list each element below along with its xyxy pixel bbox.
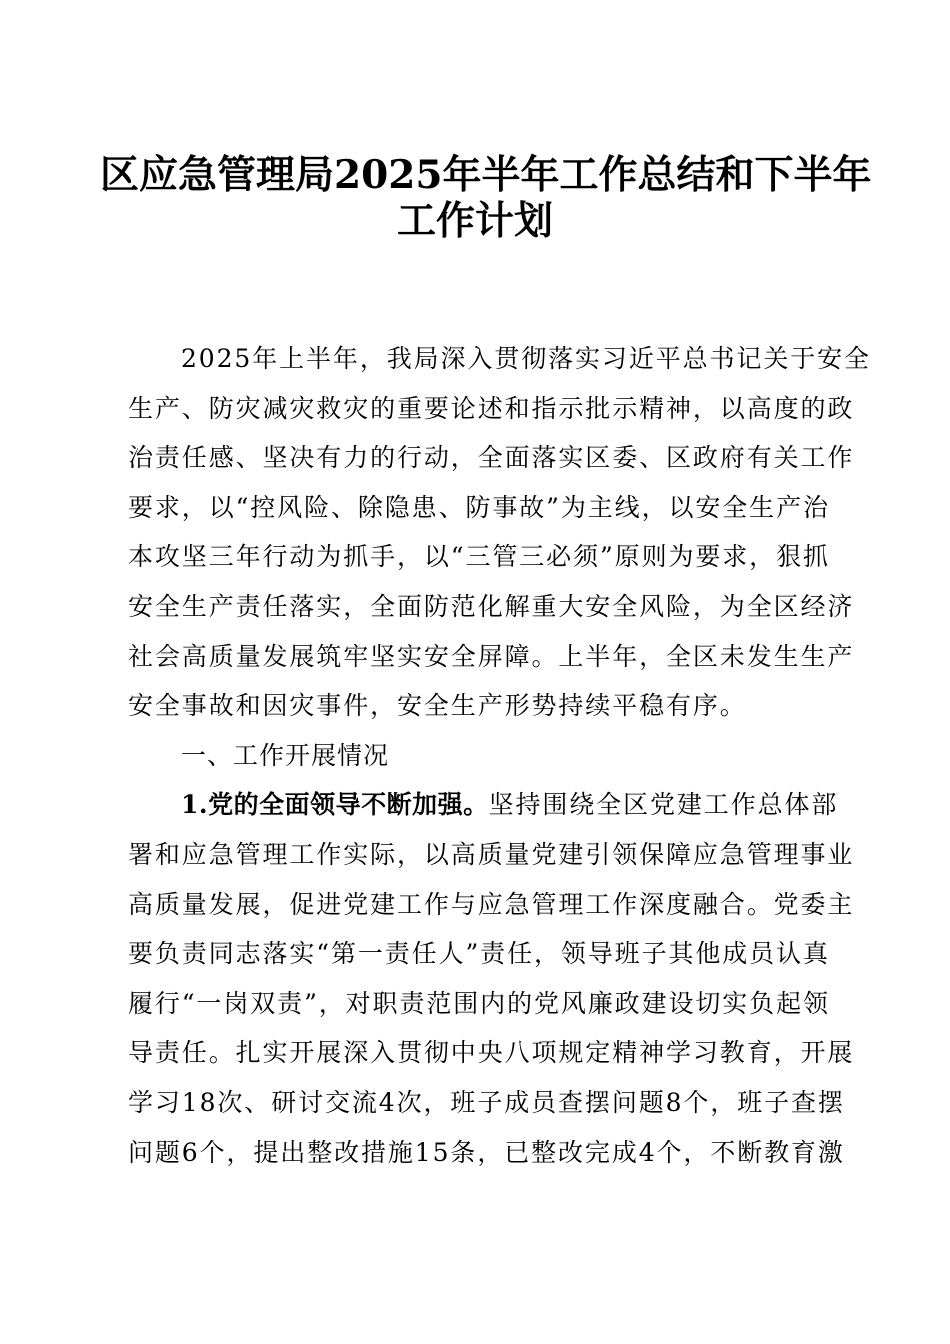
paragraph-line: 要负责同志落实“第一责任人”责任，领导班子其他成员认真 (128, 939, 830, 969)
section-heading-work-progress: 一、工作开展情况 (181, 740, 390, 770)
document-body (128, 334, 871, 1177)
paragraph-line: 问题6个，提出整改措施15条，已整改完成4个，不断教育激 (128, 1137, 845, 1167)
paragraph-line: 学习18次、研讨交流4次，班子成员查摆问题8个，班子查摆 (128, 1087, 845, 1117)
paragraph-line: 履行“一岗双责”，对职责范围内的党风廉政建设切实负起领 (128, 988, 830, 1018)
title-line-1: 区应急管理局2025年半年工作总结和下半年 (100, 152, 872, 198)
paragraph-line: 要求，以“控风险、除隐患、防事故”为主线，以安全生产治 (128, 492, 830, 522)
paragraph-line: 治责任感、坚决有力的行动，全面落实区委、区政府有关工作 (128, 443, 855, 473)
paragraph-line: 安全事故和因灾事件，安全生产形势持续平稳有序。 (128, 691, 747, 721)
paragraph-line: 本攻坚三年行动为抓手，以“三管三必须”原则为要求，狠抓 (128, 542, 830, 572)
intro-paragraph (128, 334, 871, 731)
title-line-2: 工作计划 (396, 198, 553, 244)
item-1-first-line-rest: 坚持围绕全区党建工作总体部 (488, 790, 839, 820)
paragraph-line: 导责任。扎实开展深入贯彻中央八项规定精神学习教育，开展 (128, 1038, 855, 1068)
paragraph-line: 生产、防灾减灾救灾的重要论述和指示批示精神，以高度的政 (128, 393, 855, 423)
paragraph-line (128, 780, 839, 830)
paragraph-line: 高质量发展，促进党建工作与应急管理工作深度融合。党委主 (128, 889, 855, 919)
paragraph-line: 社会高质量发展筑牢坚实安全屏障。上半年，全区未发生生产 (128, 641, 855, 671)
paragraph-line: 安全生产责任落实，全面防范化解重大安全风险，为全区经济 (128, 591, 855, 621)
paragraph-line: 署和应急管理工作实际，以高质量党建引领保障应急管理事业 (128, 839, 855, 869)
document-title (100, 152, 872, 244)
paragraph-line: 2025年上半年，我局深入贯彻落实习近平总书记关于安全 (181, 344, 871, 373)
item-1-lead: 1.党的全面领导不断加强。 (181, 790, 489, 820)
item-1-paragraph (128, 780, 855, 1177)
